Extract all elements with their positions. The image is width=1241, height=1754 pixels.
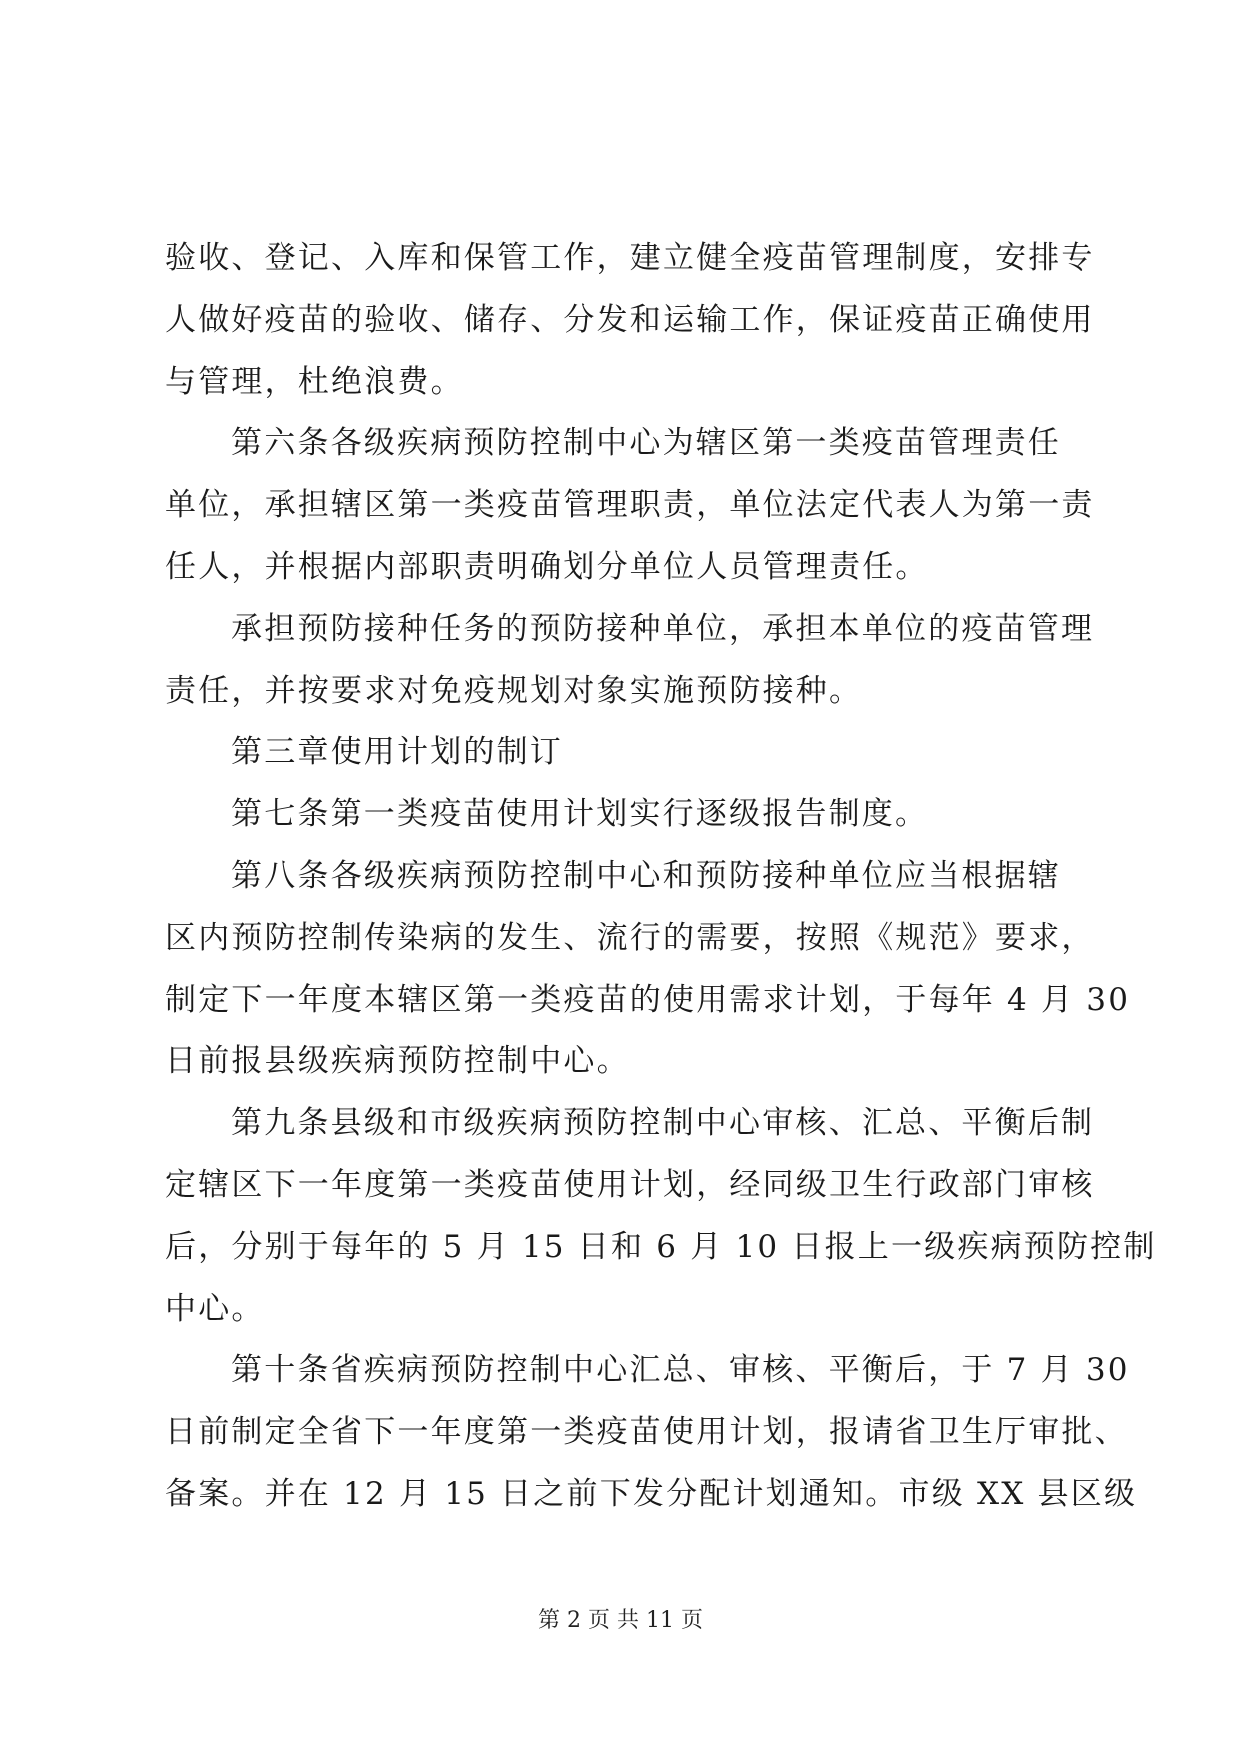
text-line: 第十条省疾病预防控制中心汇总、审核、平衡后，于 7 月 30 — [231, 1352, 1130, 1389]
text-line: 制定下一年度本辖区第一类疫苗的使用需求计划，于每年 4 月 30 — [165, 981, 1131, 1018]
text-line: 备案。并在 12 月 15 日之前下发分配计划通知。市级 XX 县区级 — [165, 1475, 1138, 1512]
text-line: 第九条县级和市级疾病预防控制中心审核、汇总、平衡后制 — [231, 1105, 1095, 1142]
text-line: 与管理，杜绝浪费。 — [165, 363, 464, 400]
chapter-heading: 第三章使用计划的制订 — [231, 734, 563, 771]
text-line: 日前制定全省下一年度第一类疫苗使用计划，报请省卫生厅审批、 — [165, 1414, 1128, 1451]
text-line: 日前报县级疾病预防控制中心。 — [165, 1043, 630, 1080]
text-line: 验收、登记、入库和保管工作，建立健全疫苗管理制度，安排专 — [165, 240, 1095, 276]
text-line: 第六条各级疾病预防控制中心为辖区第一类疫苗管理责任 — [231, 425, 1061, 462]
text-line: 任人，并根据内部职责明确划分单位人员管理责任。 — [165, 548, 929, 585]
text-line: 定辖区下一年度第一类疫苗使用计划，经同级卫生行政部门审核 — [165, 1166, 1095, 1203]
text-line: 第七条第一类疫苗使用计划实行逐级报告制度。 — [231, 796, 929, 833]
text-line: 责任，并按要求对免疫规划对象实施预防接种。 — [165, 672, 863, 709]
text-line: 后，分别于每年的 5 月 15 日和 6 月 10 日报上一级疾病预防控制 — [165, 1228, 1157, 1265]
text-line: 人做好疫苗的验收、储存、分发和运输工作，保证疫苗正确使用 — [165, 301, 1095, 338]
text-line: 第八条各级疾病预防控制中心和预防接种单位应当根据辖 — [231, 857, 1061, 894]
body-text — [165, 228, 1157, 1526]
text-line: 单位，承担辖区第一类疫苗管理职责，单位法定代表人为第一责 — [165, 487, 1095, 524]
text-line: 承担预防接种任务的预防接种单位，承担本单位的疫苗管理 — [231, 610, 1095, 647]
page-number-footer: 第 2 页 共 11 页 — [538, 1608, 703, 1633]
text-line: 区内预防控制传染病的发生、流行的需要，按照《规范》要求， — [165, 919, 1095, 956]
text-line: 中心。 — [165, 1290, 265, 1327]
